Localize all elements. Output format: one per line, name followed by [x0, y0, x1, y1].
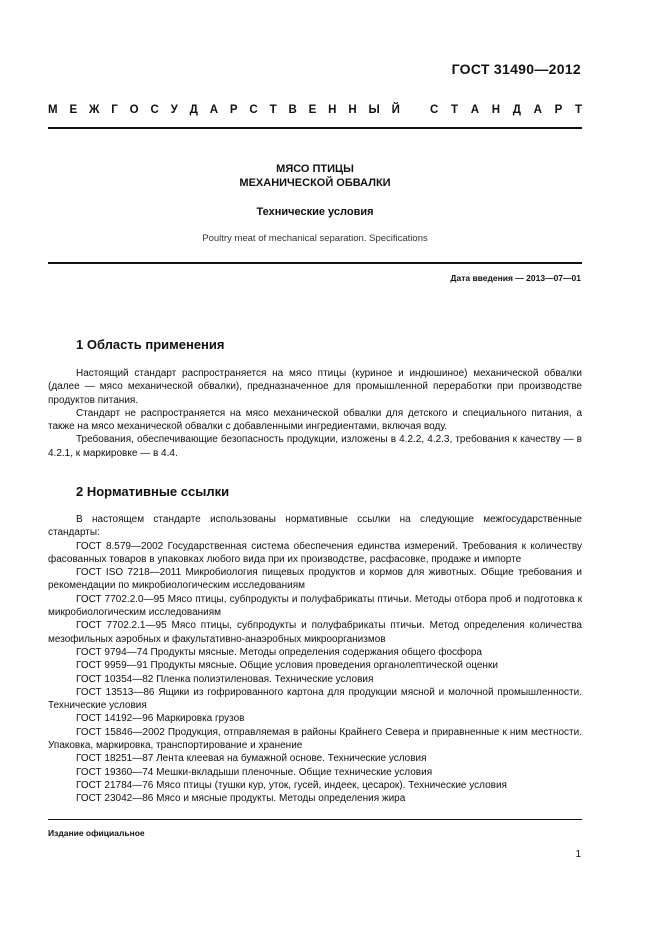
page-number: 1: [575, 849, 581, 860]
letter: Т: [574, 104, 582, 116]
header-rule: [48, 127, 582, 129]
standard-type-line: [48, 104, 582, 116]
reference-item: ГОСТ 21784—76 Мясо птицы (тушки кур, уток, гусей, индеек, цесарок). Технические условия: [76, 779, 507, 791]
letter: Е: [308, 104, 317, 116]
letter: М: [48, 104, 58, 116]
letter: Н: [348, 104, 357, 116]
letter: Г: [111, 104, 118, 116]
title-line-2: МЕХАНИЧЕСКОЙ ОБВАЛКИ: [239, 177, 391, 189]
letter: Ы: [368, 104, 380, 116]
letter: Д: [189, 104, 198, 116]
section-2-body: [48, 513, 582, 806]
reference-item: ГОСТ 7702.2.0—95 Мясо птицы, субпродукты и полуфабрикаты птичьи. Методы отбора проб и подготовка к микробиологическим исследованиям: [48, 593, 582, 619]
gost-code: ГОСТ 31490—2012: [451, 61, 581, 77]
letter: Д: [512, 104, 521, 116]
letter: Р: [229, 104, 238, 116]
letter: Т: [451, 104, 459, 116]
paragraph: Стандарт не распространяется на мясо механической обвалки для детского и специального питания, а также на мясо механической обвалки с добавленными ингредиентами, включая воду.: [48, 407, 582, 433]
section-1-body: [48, 367, 582, 460]
reference-item: ГОСТ 19360—74 Мешки-вкладыши пленочные. Общие технические условия: [76, 766, 433, 778]
reference-item: ГОСТ 9794—74 Продукты мясные. Методы определения содержания общего фосфора: [76, 646, 482, 658]
title-line-1: МЯСО ПТИЦЫ: [276, 163, 354, 175]
letter: С: [430, 104, 439, 116]
reference-item: ГОСТ 18251—87 Лента клеевая на бумажной основе. Технические условия: [76, 753, 427, 765]
letter: Ж: [88, 104, 100, 116]
reference-item: ГОСТ 14192—96 Маркировка грузов: [76, 713, 245, 725]
reference-item: ГОСТ ISO 7218—2011 Микробиология пищевых продуктов и кормов для животных. Общие требования и рекомендации по микробиологическим исследованиям: [48, 567, 582, 592]
letter: О: [129, 104, 139, 116]
letter: С: [150, 104, 159, 116]
letter: В: [288, 104, 297, 116]
reference-item: ГОСТ 9959—91 Продукты мясные. Общие условия проведения органолептической оценки: [76, 660, 498, 672]
letter: Й: [391, 104, 400, 116]
reference-item: ГОСТ 23042—86 Мясо и мясные продукты. Методы определения жира: [76, 793, 406, 805]
reference-item: ГОСТ 13513—86 Ящики из гофрированного картона для продукции мясной и молочной промышленности. Технические условия: [48, 686, 582, 712]
standard-type-word-1: [48, 104, 400, 116]
letter: А: [470, 104, 480, 116]
english-title: Poultry meat of mechanical separation. Specifications: [202, 233, 428, 244]
footer-rule: [48, 819, 582, 820]
letter: А: [533, 104, 542, 116]
reference-item: ГОСТ 10354—82 Пленка полиэтиленовая. Технические условия: [76, 673, 374, 685]
reference-item: ГОСТ 7702.2.1—95 Мясо птицы, субпродукты и полуфабрикаты птичьи. Метод определения количества мезофильных аэробных и факультативно-анаэробных микроорганизмов: [48, 620, 582, 645]
document-subtitle: Технические условия: [256, 206, 374, 218]
paragraph: Требования, обеспечивающие безопасность продукции, изложены в 4.2.2, 4.2.3, требования к качеству — в 4.2.1, к маркировке — в 4.4.: [48, 434, 582, 459]
paragraph: Настоящий стандарт распространяется на мясо птицы (куриное и индюшиное) механической обвалки (далее — мясо механической обвалки), предназначенное для промышленной переработки при производстве продуктов питания.: [48, 368, 582, 406]
document-title: [48, 162, 582, 190]
letter: Е: [69, 104, 78, 116]
reference-item: ГОСТ 8.579—2002 Государственная система обеспечения единства измерений. Требования к количеству фасованных товаров в упаковках любого вида при их производстве, расфасовке, продаже и импорте: [48, 540, 582, 565]
title-rule: [48, 262, 582, 264]
letter: Т: [269, 104, 277, 116]
paragraph: В настоящем стандарте использованы нормативные ссылки на следующие межгосударственные стандарты:: [48, 514, 582, 539]
reference-item: ГОСТ 15846—2002 Продукция, отправляемая в районы Крайнего Севера и приравненные к ним местности. Упаковка, маркировка, транспортирование и хранение: [48, 726, 582, 752]
intro-date: Дата введения — 2013—07—01: [450, 273, 581, 283]
letter: А: [209, 104, 219, 116]
edition-label: Издание официальное: [48, 828, 145, 838]
letter: Н: [491, 104, 501, 116]
letter: Р: [554, 104, 563, 116]
letter: С: [249, 104, 258, 116]
standard-type-word-2: [430, 104, 582, 116]
letter: Н: [328, 104, 337, 116]
letter: У: [170, 104, 178, 116]
section-1-heading: 1 Область применения: [76, 337, 225, 352]
section-2-heading: 2 Нормативные ссылки: [76, 484, 230, 499]
